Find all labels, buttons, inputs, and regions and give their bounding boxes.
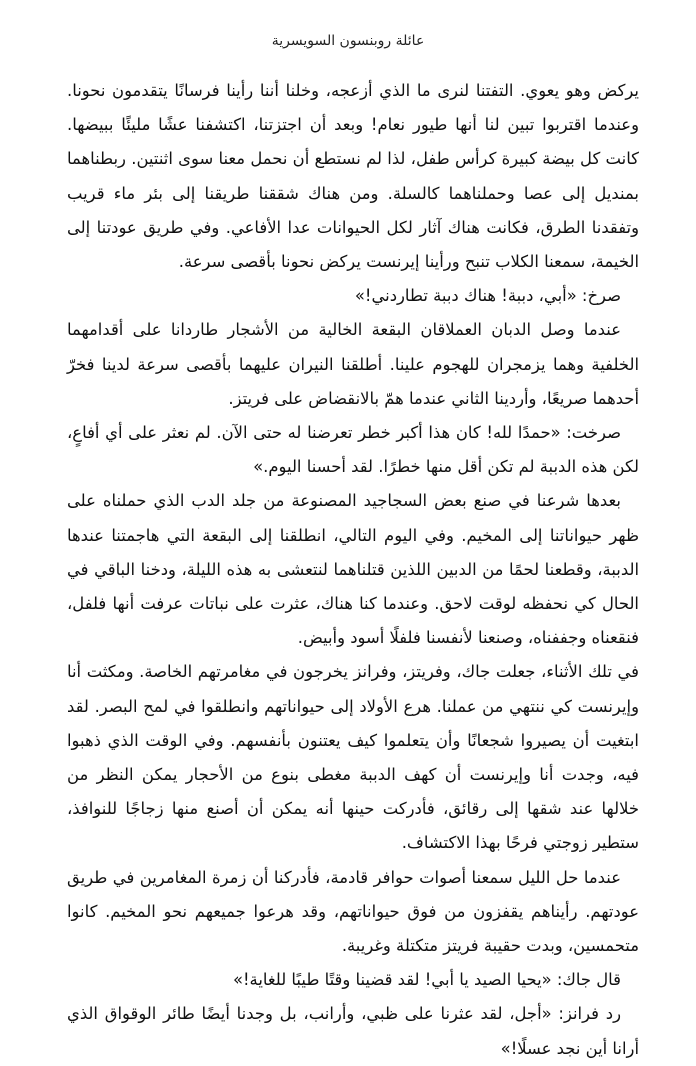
- paragraph: يركض وهو يعوي. التفتنا لنرى ما الذي أزعجه، وخلنا أننا رأينا فرسانًا يتقدمون نحونا. وعندما اقتربوا تبين لنا أنها طيور نعام! وبعد أن اجتزتنا، اكتشفنا عشًا مليئًا ببيضها. كانت كل بيضة كبيرة كرأس طفل، لذا لم نستطع أن نحمل معنا سوى اثنتين. ربطناهما بمنديل إلى عصا وحملناهما كالسلة. ومن هناك شققنا طريقنا إلى بئر ماء قريب وتفقدنا الطرق، فكانت هناك آثار لكل الحيوانات عدا الأفاعي. وفي طريق عودتنا إلى الخيمة، سمعنا الكلاب تنبح ورأينا إيرنست يركض نحونا بأقصى سرعة.: [67, 81, 639, 272]
- paragraph: بعدها شرعنا في صنع بعض السجاجيد المصنوعة من جلد الدب الذي حملناه على ظهر حيواناتنا إلى المخيم. وفي اليوم التالي، انطلقنا إلى البقعة التي هاجمتنا عندها الدببة، وقطعنا لحمًا من الدبين اللذين قتلناهما لنتعشى به هذه الليلة، ودخنا الباقي في الحال كي نحفظه لوقت لاحق. وعندما كنا هناك، عثرت على نباتات عرفت أنها فلفل، فنقعناه وجففناه، وصنعنا لأنفسنا فلفلًا أسود وأبيض.: [67, 491, 639, 648]
- paragraph: صرخت: «حمدًا لله! كان هذا أكبر خطر تعرضنا له حتى الآن. لم نعثر على أي أفاعٍ، لكن هذه الدببة لم تكن أقل منها خطرًا. لقد أحسنا اليوم.»: [67, 423, 639, 477]
- running-header: عائلة روبنسون السويسرية: [271, 33, 425, 49]
- paragraph: عندما حل الليل سمعنا أصوات حوافر قادمة، فأدركنا أن زمرة المغامرين في طريق عودتهم. رأيناهم يقفزون من فوق حيواناتهم، وقد هرعوا جميعهم نحو المخيم. كانوا متحمسين، وبدت حقيبة فريتز متكتلة وغريبة.: [67, 867, 639, 956]
- paragraph: عندما وصل الدبان العملاقان البقعة الخالية من الأشجار طاردانا على أقدامهما الخلفية وهما يزمجران للهجوم علينا. أطلقنا النيران عليهما بأقصى سرعة لدينا فخرّ أحدهما صريعًا، وأردينا الثاني عندما همّ بالانقضاض على فريتز.: [67, 320, 639, 408]
- page-body: [67, 74, 639, 1066]
- paragraph: في تلك الأثناء، جعلت جاك، وفريتز، وفرانز يخرجون في مغامرتهم الخاصة. ومكثت أنا وإيرنست كي ننتهي من عملنا. هرع الأولاد إلى حيواناتهم وانطلقوا في لمح البصر. لقد ابتغيت أن يصيروا شجعانًا وأن يتعلموا كيف يعتنون بأنفسهم. وفي الوقت الذي ذهبوا فيه، وجدت أنا وإيرنست أن كهف الدببة مغطى بنوع من الأحجار يمكن النظر من خلالها عند شقها إلى رقائق، فأدركت حينها أنه يمكن أن أصنع منها زجاجًا للنوافذ، ستطير زوجتي فرحًا بهذا الاكتشاف.: [67, 662, 639, 853]
- paragraph: قال جاك: «يحيا الصيد يا أبي! لقد قضينا وقتًا طيبًا للغاية!»: [232, 970, 621, 990]
- paragraph: صرخ: «أبي، دببة! هناك دببة تطاردني!»: [354, 286, 621, 306]
- paragraph: رد فرانز: «أجل، لقد عثرنا على ظبي، وأرانب، بل وجدنا أيضًا طائر الوقواق الذي أرانا أين نجد عسلًا!»: [67, 1004, 639, 1058]
